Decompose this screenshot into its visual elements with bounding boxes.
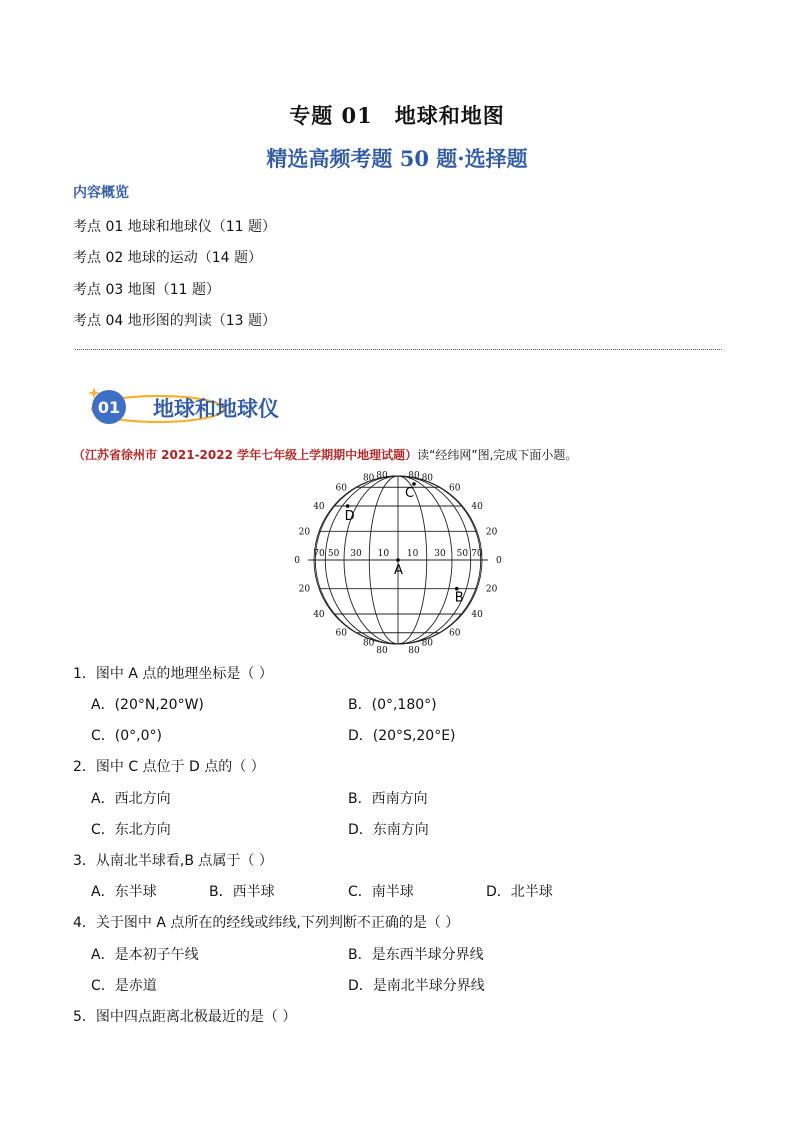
option-d[interactable]: D．北半球: [486, 884, 553, 900]
longitude-label: 10: [406, 549, 419, 559]
latitude-label: 20: [485, 527, 498, 538]
option-c[interactable]: C．是赤道: [91, 978, 157, 994]
option-b[interactable]: B．西半球: [209, 884, 275, 900]
latitude-label: 0: [294, 556, 300, 566]
polar-meridian-label: 80: [408, 646, 420, 656]
longitude-label: 70: [313, 549, 325, 559]
latitude-label: 60: [335, 628, 347, 639]
option-c[interactable]: C．南半球: [348, 884, 414, 900]
point-d-marker: [346, 504, 350, 508]
option-d[interactable]: D．是南北半球分界线: [348, 978, 485, 994]
option-b[interactable]: B．西南方向: [348, 791, 428, 807]
latitude-label: 20: [298, 584, 311, 595]
section-divider: [75, 349, 722, 350]
longitude-label: 50: [327, 549, 340, 559]
latitude-label: 40: [471, 502, 483, 513]
latitude-label: 80: [421, 638, 434, 649]
question-stem: 3．从南北半球看,B 点属于（ ）: [73, 853, 273, 869]
question-stem: 5．图中四点距离北极最近的是（ ）: [73, 1009, 297, 1025]
source-label: （江苏省徐州市 2021-2022 学年七年级上学期期中地理试题）: [73, 448, 418, 462]
longitude-label: 30: [434, 549, 446, 559]
option-c[interactable]: C．东北方向: [91, 822, 171, 838]
section-number: 01: [97, 398, 121, 417]
latitude-label: 0: [496, 556, 502, 566]
latitude-label: 40: [313, 609, 325, 620]
longitude-label: 50: [456, 549, 469, 559]
longitude-label: 70: [471, 549, 483, 559]
topic-item: 考点 04 地形图的判读（13 题）: [73, 313, 276, 329]
question-source: [73, 446, 577, 463]
point-a-label: A: [394, 563, 403, 578]
option-a[interactable]: A．(20°N,20°W): [91, 697, 204, 713]
polar-meridian-label: 80: [408, 471, 420, 481]
polar-meridian-label: 80: [376, 646, 388, 656]
point-d-label: D: [344, 509, 355, 525]
topic-item: 考点 02 地球的运动（14 题）: [73, 250, 262, 266]
point-c-label: C: [405, 485, 415, 501]
question-stem: 1．图中 A 点的地理坐标是（ ）: [73, 666, 273, 682]
option-c[interactable]: C．(0°,0°): [91, 728, 162, 744]
latitude-label: 60: [449, 483, 461, 494]
question-stem: 4．关于图中 A 点所在的经线或纬线,下列判断不正确的是（ ）: [73, 915, 460, 931]
option-d[interactable]: D．(20°S,20°E): [348, 728, 456, 744]
overview-heading: 内容概览: [73, 185, 129, 201]
latitude-label: 80: [421, 473, 434, 484]
latitude-label: 60: [335, 483, 347, 494]
question-stem: 2．图中 C 点位于 D 点的（ ）: [73, 759, 265, 775]
point-a-marker: [396, 558, 400, 562]
latitude-label: 60: [449, 628, 461, 639]
option-a[interactable]: A．西北方向: [91, 791, 171, 807]
point-b-label: B: [454, 590, 464, 606]
latitude-label: 80: [362, 638, 375, 649]
title-topic-name: 地球和地图: [394, 103, 505, 128]
polar-meridian-label: 80: [376, 471, 388, 481]
section-title: 地球和地球仪: [153, 397, 279, 421]
topic-item: 考点 03 地图（11 题）: [73, 282, 220, 298]
page-subtitle: 精选高频考题 50 题·选择题: [266, 146, 528, 171]
source-instruction: 读“经纬网”图,完成下面小题。: [417, 448, 578, 462]
latitude-label: 20: [485, 584, 498, 595]
option-a[interactable]: A．东半球: [91, 884, 157, 900]
latitude-label: 20: [298, 527, 311, 538]
latitude-label: 40: [471, 609, 483, 620]
longitude-label: 30: [350, 549, 362, 559]
page-title: [0, 100, 794, 130]
option-d[interactable]: D．东南方向: [348, 822, 429, 838]
option-b[interactable]: B．(0°,180°): [348, 697, 437, 713]
option-a[interactable]: A．是本初子午线: [91, 947, 199, 963]
longitude-label: 10: [377, 549, 390, 559]
latitude-label: 80: [362, 473, 375, 484]
option-b[interactable]: B．是东西半球分界线: [348, 947, 484, 963]
title-topic-number: 专题 01: [289, 103, 373, 128]
graticule-figure: [294, 464, 504, 660]
topic-item: 考点 01 地球和地球仪（11 题）: [73, 219, 276, 235]
latitude-label: 40: [313, 502, 325, 513]
